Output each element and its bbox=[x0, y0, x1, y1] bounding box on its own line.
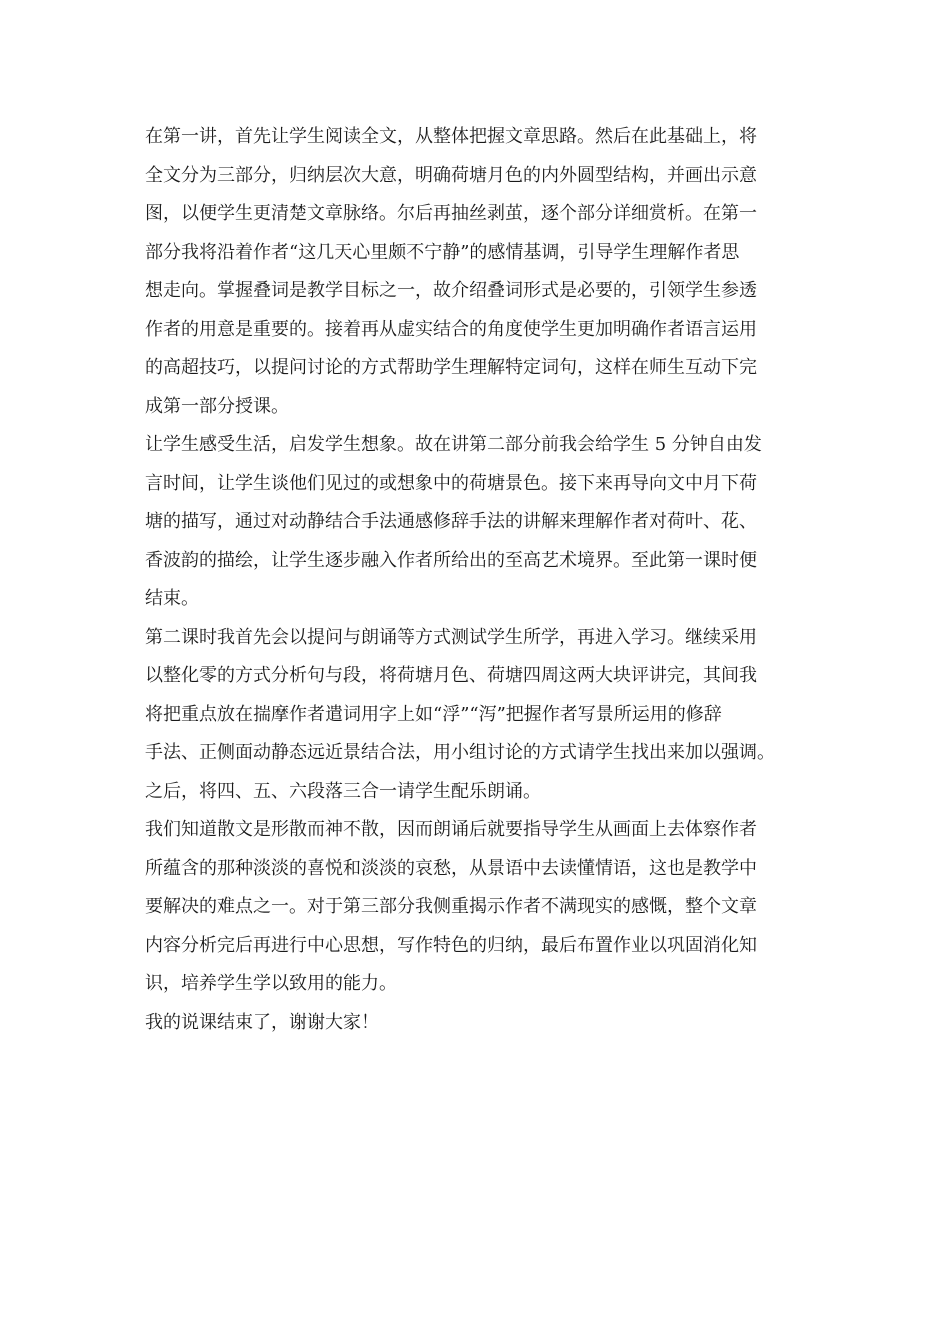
text-line: 作者的用意是重要的。接着再从虚实结合的角度使学生更加明确作者语言运用 bbox=[145, 318, 757, 340]
text-line: 结束。 bbox=[145, 588, 199, 609]
paragraph-4 bbox=[145, 811, 805, 1004]
text-line: 我们知道散文是形散而神不散，因而朗诵后就要指导学生从画面上去体察作者 bbox=[145, 819, 757, 840]
text-line: 之后，将四、五、六段落三合一请学生配乐朗诵。 bbox=[145, 780, 541, 802]
text-line: 要解决的难点之一。对于第三部分我侧重揭示作者不满现实的感慨，整个文章 bbox=[145, 896, 757, 917]
text-line: 图，以便学生更清楚文章脉络。尔后再抽丝剥茧，逐个部分详细赏析。在第一 bbox=[145, 203, 757, 224]
text-line: 所蕴含的那种淡淡的喜悦和淡淡的哀愁，从景语中去读懂情语，这也是教学中 bbox=[145, 857, 757, 879]
text-line: 部分我将沿着作者“这几天心里颇不宁静”的感情基调，引导学生理解作者思 bbox=[145, 241, 740, 263]
document-body bbox=[145, 118, 805, 1042]
text-line: 以整化零的方式分析句与段，将荷塘月色、荷塘四周这两大块评讲完，其间我 bbox=[145, 665, 757, 686]
text-line: 手法、正侧面动静态远近景结合法，用小组讨论的方式请学生找出来加以强调。 bbox=[145, 742, 775, 763]
text-line: 全文分为三部分，归纳层次大意，明确荷塘月色的内外圆型结构，并画出示意 bbox=[145, 164, 757, 186]
text-line: 言时间，让学生谈他们见过的或想象中的荷塘景色。接下来再导向文中月下荷 bbox=[145, 472, 757, 494]
text-line: 的高超技巧，以提问讨论的方式帮助学生理解特定词句，这样在师生互动下完 bbox=[145, 357, 757, 378]
paragraph-5 bbox=[145, 1004, 805, 1043]
text-line: 第二课时我首先会以提问与朗诵等方式测试学生所学，再进入学习。继续采用 bbox=[145, 626, 757, 648]
text-line: 内容分析完后再进行中心思想，写作特色的归纳，最后布置作业以巩固消化知 bbox=[145, 934, 757, 956]
text-line: 成第一部分授课。 bbox=[145, 395, 289, 417]
text-line: 在第一讲，首先让学生阅读全文，从整体把握文章思路。然后在此基础上，将 bbox=[145, 126, 757, 147]
text-line: 识，培养学生学以致用的能力。 bbox=[145, 973, 397, 994]
paragraph-3 bbox=[145, 619, 805, 812]
text-line: 将把重点放在揣摩作者遣词用字上如“浮”“泻”把握作者写景所运用的修辞 bbox=[145, 703, 722, 725]
paragraph-2 bbox=[145, 426, 805, 619]
text-line: 我的说课结束了，谢谢大家！ bbox=[145, 1011, 379, 1033]
text-line: 让学生感受生活，启发学生想象。故在讲第二部分前我会给学生 5 分钟自由发 bbox=[145, 434, 762, 455]
text-line: 塘的描写，通过对动静结合手法通感修辞手法的讲解来理解作者对荷叶、花、 bbox=[145, 511, 757, 532]
text-line: 香波韵的描绘，让学生逐步融入作者所给出的至高艺术境界。至此第一课时便 bbox=[145, 549, 757, 571]
text-line: 想走向。掌握叠词是教学目标之一，故介绍叠词形式是必要的，引领学生参透 bbox=[145, 280, 757, 301]
paragraph-1 bbox=[145, 118, 805, 426]
